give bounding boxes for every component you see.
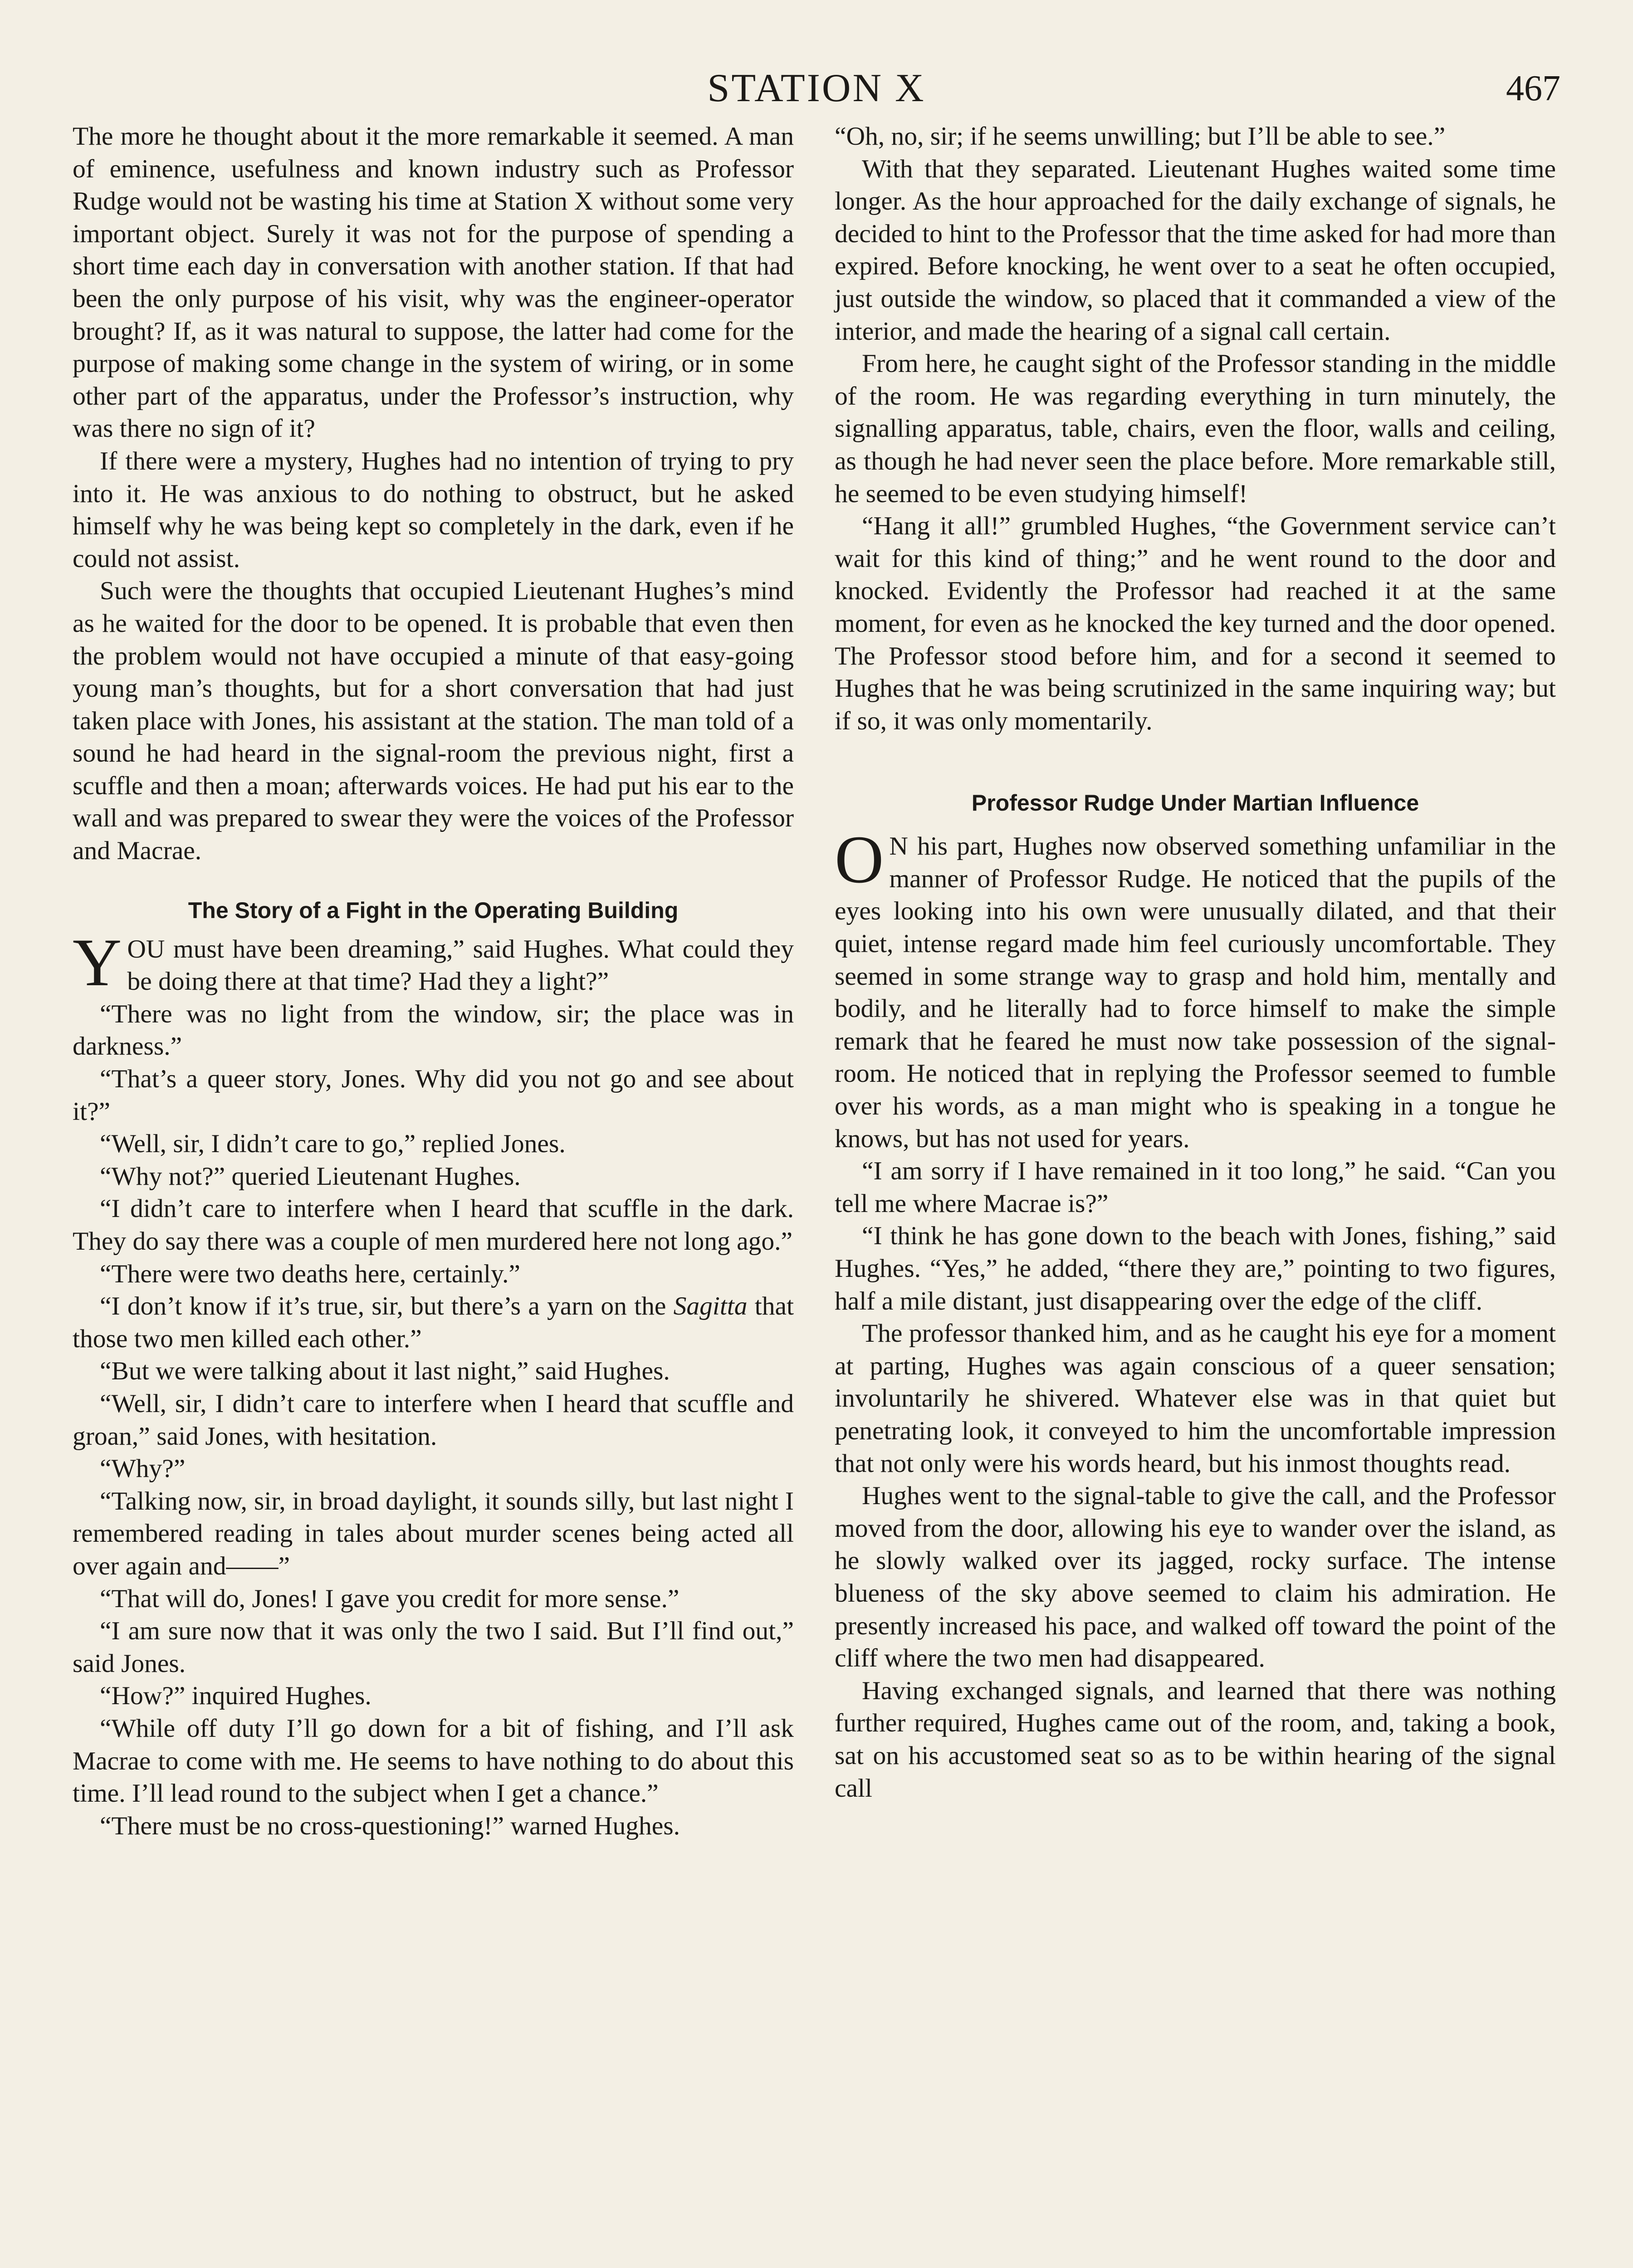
paragraph-with-drop-cap xyxy=(73,924,794,1000)
page-title: STATION X xyxy=(707,66,926,110)
paragraph: Hughes went to the signal-table to give the call, and the Professor moved from the door, allowing his eye to wander over the island, as he slowly walked over its jagged, rocky surface. The intense blueness of the sky above seemed to claim his admiration. He presently increased his pace, and walked off toward the point of the cliff where the two men had disappeared. xyxy=(835,1481,1556,1673)
drop-cap: Y xyxy=(73,924,122,1000)
paragraph: “I think he has gone down to the beach with Jones, fishing,” said Hughes. “Yes,” he added, “there they are,” pointing to two figures, half a mile distant, just disappearing over the edge of the cliff. xyxy=(835,1222,1556,1315)
paragraph: Having exchanged signals, and learned that there was nothing further required, Hughes came out of the room, and, taking a book, sat on his accustomed seat so as to be within hearing of the signal call xyxy=(835,1676,1556,1803)
paragraph: “I am sorry if I have remained in it too long,” he said. “Can you tell me where Macrae is?” xyxy=(835,1157,1556,1218)
paragraph: “That will do, Jones! I gave you credit for more sense.” xyxy=(100,1584,680,1613)
paragraph: If there were a mystery, Hughes had no intention of trying to pry into it. He was anxious to do nothing to obstruct, but he asked himself why he was being kept so completely in the dark, even if he could not assist. xyxy=(73,446,794,573)
paragraph: “I am sure now that it was only the two I said. But I’ll find out,” said Jones. xyxy=(73,1617,794,1678)
section-heading: Professor Rudge Under Martian Influence xyxy=(971,790,1419,816)
paragraph: “Well, sir, I didn’t care to interfere when I heard that scuffle and groan,” said Jones, with hesitation. xyxy=(73,1389,794,1451)
paragraph: The professor thanked him, and as he caught his eye for a moment at parting, Hughes was again conscious of a queer sensation; involuntarily he shivered. Whatever else was in that quiet but penetrating look, it conveyed to him the uncomfortable impression that not only were his words heard, but his inmost thoughts read. xyxy=(835,1319,1556,1478)
paragraph xyxy=(73,1290,794,1355)
paragraph: “Talking now, sir, in broad daylight, it sounds silly, but last night I remembered reading in tales about murder scenes being acted all over again and——” xyxy=(73,1486,794,1580)
paragraph: “That’s a queer story, Jones. Why did you not go and see about it?” xyxy=(73,1065,794,1126)
paragraph: “How?” inquired Hughes. xyxy=(100,1681,372,1711)
paragraph: “There was no light from the window, sir; the place was in darkness.” xyxy=(73,999,794,1061)
paragraph: Such were the thoughts that occupied Lieutenant Hughes’s mind as he waited for the door to be opened. It is probable that even then the problem would not have occupied a minute of that easy-going young man’s thoughts, but for a short conversation that had just taken place with Jones, his assistant at the station. The man told of a sound he had heard in the signal-room the previous night, first a scuffle and then a moan; afterwards voices. He had put his ear to the wall and was prepared to swear they were the voices of the Professor and Macrae. xyxy=(73,577,794,865)
running-head xyxy=(73,64,1560,113)
drop-cap: O xyxy=(835,822,884,898)
paragraph: “But we were talking about it last night,” said Hughes. xyxy=(100,1357,670,1386)
paragraph: The more he thought about it the more remarkable it seemed. A man of eminence, usefulness and known industry such as Professor Rudge would not be wasting his time at Station X without some very important object. Surely it was not for the purpose of spending a short time each day in conversation with another station. If that had been the only purpose of his visit, why was the engineer-operator brought? If, as it was natural to suppose, the latter had come for the purpose of making some change in the system of wiring, or in some other part of the apparatus, under the Professor’s instruction, why was there no sign of it? xyxy=(73,122,794,443)
ship-name: Sagitta xyxy=(673,1292,748,1321)
paragraph-text: that those two men killed each other.” xyxy=(73,1292,794,1353)
paragraph: “While off duty I’ll go down for a bit of fishing, and I’ll ask Macrae to come with me. He seems to have nothing to do about this time. I’ll lead round to the subject when I get a chance.” xyxy=(73,1714,794,1808)
paragraph: “There were two deaths here, certainly.” xyxy=(100,1259,520,1288)
paragraph-text: OU must have been dreaming,” said Hughes. What could they be doing there at that time? Had they a light?” xyxy=(127,934,794,996)
paragraph: “Why not?” queried Lieutenant Hughes. xyxy=(100,1162,521,1191)
paragraph: “Well, sir, I didn’t care to go,” replied Jones. xyxy=(100,1129,566,1158)
paragraph: “Why?” xyxy=(100,1454,186,1483)
paragraph: “Hang it all!” grumbled Hughes, “the Government service can’t wait for this kind of thing;” and he went round to the door and knocked. Evidently the Professor had reached it at the same moment, for even as he knocked the key turned and the door opened. The Professor stood before him, and for a second it seemed to Hughes that he was being scrutinized in the same inquiring way; but if so, it was only momentarily. xyxy=(835,512,1556,735)
section-heading: The Story of a Fight in the Operating Building xyxy=(188,897,679,923)
paragraph-text: N his part, Hughes now observed something unfamiliar in the manner of Professor Rudge. He noticed that the pupils of the eyes looking into his own were unusually dilated, and that their quiet, intense regard made him feel curiously uncomfortable. They seemed in some strange way to grasp and hold him, mentally and bodily, and he literally had to force himself to make the simple remark that he feared he must now take possession of the signal-room. He noticed that in replying the Professor seemed to fumble over his words, as a man might who is speaking in a tongue he knows, but has not used for years. xyxy=(835,832,1556,1153)
page-number: 467 xyxy=(1506,68,1560,108)
right-column xyxy=(835,120,1556,1804)
paragraph: “I didn’t care to interfere when I heard that scuffle in the dark. They do say there was a couple of men murdered here not long ago.” xyxy=(73,1194,794,1256)
paragraph: With that they separated. Lieutenant Hughes waited some time longer. As the hour approached for the daily exchange of signals, he decided to hint to the Professor that the time asked for had more than expired. Before knocking, he went over to a seat he often occupied, just outside the window, so placed that it commanded a view of the interior, and made the hearing of a signal call certain. xyxy=(835,154,1556,346)
paragraph: From here, he caught sight of the Professor standing in the middle of the room. He was regarding everything in turn minutely, the signalling apparatus, table, chairs, even the floor, walls and ceiling, as though he had never seen the place before. More remarkable still, he seemed to be even studying himself! xyxy=(835,349,1556,508)
paragraph-with-drop-cap xyxy=(835,822,1556,1155)
paragraph: “Oh, no, sir; if he seems unwilling; but I’ll be able to see.” xyxy=(835,122,1446,151)
paragraph: “There must be no cross-questioning!” warned Hughes. xyxy=(100,1811,680,1840)
paragraph-text: “I don’t know if it’s true, sir, but there’s a yarn on the xyxy=(100,1292,674,1321)
left-column xyxy=(73,120,794,1842)
